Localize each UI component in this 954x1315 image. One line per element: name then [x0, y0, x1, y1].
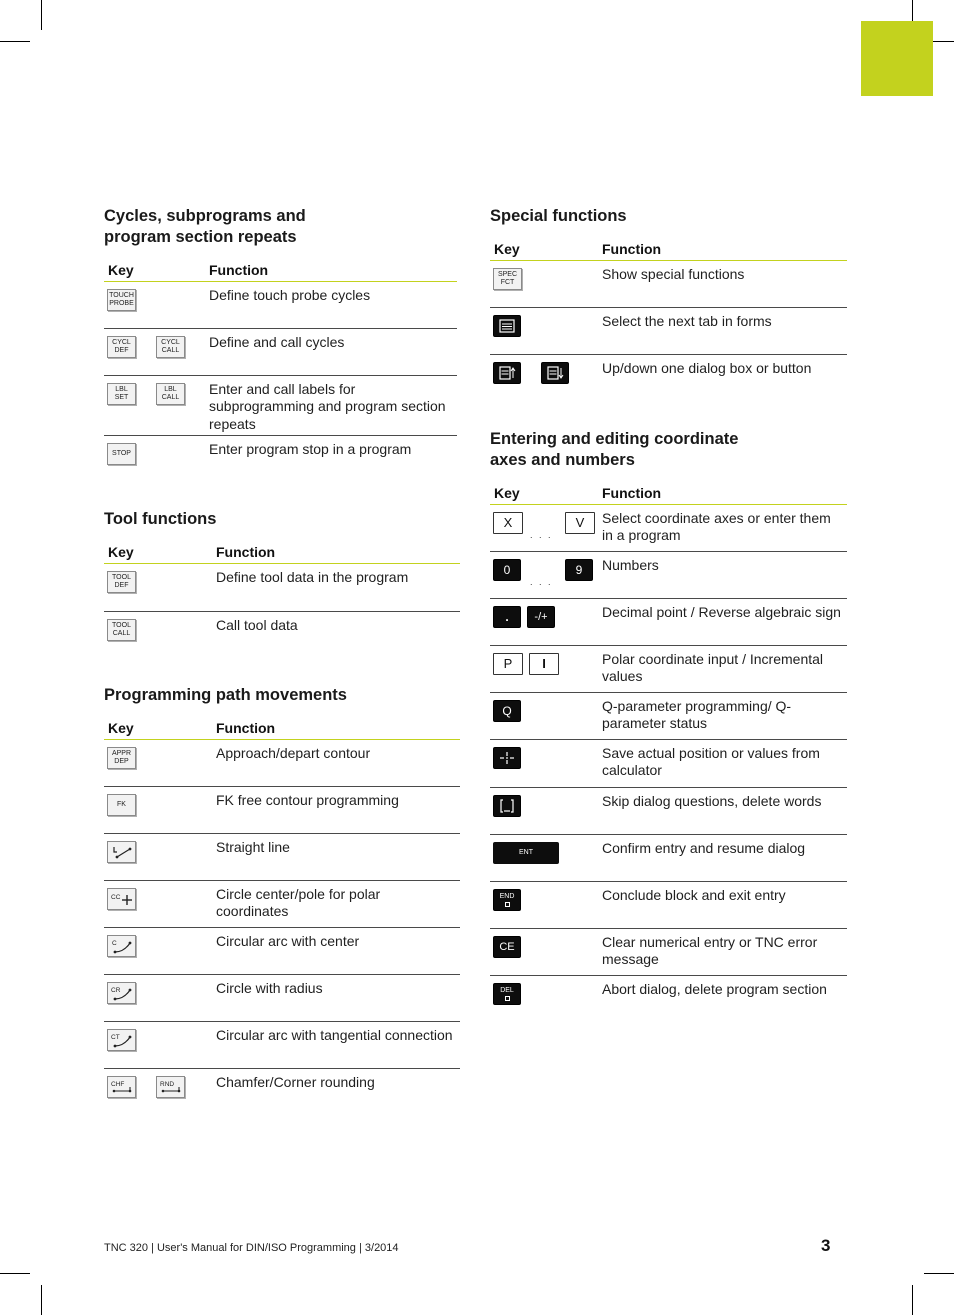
path-section-title: Programming path movements: [104, 686, 347, 704]
svg-text:CT: CT: [110, 1033, 120, 1041]
function-text: Up/down one dialog box or button: [602, 359, 812, 376]
function-text: Select the next tab in forms: [598, 307, 847, 354]
table-row: [490, 598, 847, 645]
end-key[interactable]: [493, 889, 521, 911]
table-row: [104, 927, 460, 974]
function-text: Conclude block and exit entry: [598, 881, 847, 928]
coord-section-title: [490, 429, 738, 471]
table-row: [104, 435, 457, 475]
skip-dialog-icon: [498, 798, 516, 814]
table-row: [490, 975, 847, 1022]
incremental-i-key[interactable]: I: [529, 653, 559, 675]
cycles-title-line2: program section repeats: [104, 228, 297, 246]
table-row: [104, 974, 460, 1021]
fk-key[interactable]: FK: [107, 794, 136, 816]
circular-arc-icon: [110, 938, 134, 954]
function-text: Clear numerical entry or TNC error message: [598, 928, 847, 975]
cc-key[interactable]: [107, 888, 136, 910]
lbl-call-key[interactable]: LBL CALL: [156, 383, 185, 405]
svg-text:CR: CR: [110, 986, 120, 994]
crop-mark: [0, 1273, 30, 1274]
tool-def-key[interactable]: TOOL DEF: [107, 571, 136, 593]
table-row: [104, 328, 457, 375]
block-square-icon: [505, 902, 510, 907]
function-header: Function: [598, 482, 847, 504]
coord-title-line1: Entering and editing coordinate: [490, 430, 739, 448]
function-text: Circle with radius: [212, 974, 460, 1021]
cr-key[interactable]: [107, 982, 136, 1004]
touch-probe-key[interactable]: TOUCH PROBE: [107, 289, 136, 311]
table-row: [104, 375, 457, 435]
polar-p-key[interactable]: P: [493, 653, 523, 675]
function-text: Polar coordinate input / Incremental values: [598, 645, 847, 692]
table-row: [490, 692, 847, 739]
table-row: [104, 611, 460, 659]
function-text: Numbers: [598, 551, 847, 598]
table-row: [490, 928, 847, 975]
table-row: [104, 880, 460, 927]
table-row: [490, 787, 847, 834]
table-row: [490, 504, 847, 551]
straight-line-key[interactable]: [107, 841, 136, 863]
function-text: Define and call cycles: [205, 328, 457, 375]
function-text: Show special functions: [598, 260, 847, 307]
table-row: [104, 281, 457, 328]
chf-key[interactable]: [107, 1076, 136, 1098]
table-row: [104, 1021, 460, 1068]
end-key-label: END: [499, 892, 515, 900]
spec-fct-key[interactable]: SPEC FCT: [493, 268, 522, 290]
crop-mark: [41, 0, 42, 30]
key-header: Key: [490, 482, 598, 504]
table-row: [104, 739, 460, 786]
tool-section-title: Tool functions: [104, 510, 217, 528]
crop-mark: [912, 1285, 913, 1315]
function-header: Function: [205, 259, 457, 281]
special-section-title: Special functions: [490, 207, 627, 225]
rnd-key[interactable]: [156, 1076, 185, 1098]
function-text: Decimal point / Reverse algebraic sign: [598, 598, 847, 645]
function-text: Circle center/pole for polar coordinates: [212, 880, 460, 927]
function-text: FK free contour programming: [212, 786, 460, 833]
skip-dialog-key[interactable]: [493, 795, 521, 817]
cycles-section-title: [104, 206, 306, 248]
straight-line-icon: [111, 844, 133, 860]
chapter-tab-marker: [861, 21, 933, 96]
del-key[interactable]: [493, 983, 521, 1005]
table-row: [104, 563, 460, 611]
function-text: Save actual position or values from calculator: [598, 739, 847, 787]
table-row: [490, 307, 847, 354]
range-dots: . . .: [530, 576, 553, 587]
circle-radius-icon: [110, 985, 134, 1001]
dialog-down-icon: [546, 365, 564, 381]
table-row: [490, 551, 847, 598]
function-text: Straight line: [212, 833, 460, 880]
page-number: 3: [821, 1236, 831, 1255]
cycles-table: [104, 259, 457, 475]
q-parameter-key[interactable]: Q: [493, 700, 521, 722]
table-row: [104, 786, 460, 833]
table-row: [490, 260, 847, 307]
function-header: Function: [598, 238, 847, 260]
function-text: Circular arc with tangential connection: [212, 1021, 460, 1068]
actual-position-key[interactable]: [493, 747, 521, 769]
block-square-icon: [505, 996, 510, 1001]
actual-position-icon: [498, 750, 516, 766]
tool-call-key[interactable]: TOOL CALL: [107, 619, 136, 641]
table-row: [490, 645, 847, 692]
tool-table: [104, 541, 460, 659]
table-row: [490, 881, 847, 928]
appr-dep-key[interactable]: APPR DEP: [107, 747, 136, 769]
function-text: Enter program stop in a program: [209, 440, 412, 457]
digit-0-key[interactable]: 0: [493, 559, 521, 581]
next-tab-key[interactable]: [493, 315, 521, 337]
function-text: Approach/depart contour: [212, 739, 460, 786]
svg-text:RND: RND: [159, 1080, 174, 1088]
key-header: Key: [104, 259, 205, 281]
function-text: Define touch probe cycles: [205, 281, 457, 328]
c-key[interactable]: [107, 935, 136, 957]
sign-toggle-key[interactable]: -/+: [527, 606, 555, 628]
ent-key[interactable]: ENT: [493, 842, 559, 864]
table-row: [490, 354, 847, 394]
dialog-down-key[interactable]: [541, 362, 569, 384]
special-table: [490, 238, 847, 394]
cycl-def-key[interactable]: CYCL DEF: [107, 336, 136, 358]
function-text: Abort dialog, delete program section: [602, 980, 827, 997]
key-header: Key: [104, 717, 212, 739]
coord-table: [490, 482, 847, 1022]
cycl-call-key[interactable]: CYCL CALL: [156, 336, 185, 358]
function-header: Function: [212, 717, 460, 739]
function-text: Circular arc with center: [212, 927, 460, 974]
digit-9-key[interactable]: 9: [565, 559, 593, 581]
crop-mark: [0, 41, 30, 42]
table-row: [490, 834, 847, 881]
ce-key[interactable]: CE: [493, 936, 521, 958]
function-text: Call tool data: [216, 616, 298, 633]
svg-text:CC: CC: [110, 893, 120, 901]
dialog-up-icon: [498, 365, 516, 381]
function-text: Chamfer/Corner rounding: [216, 1073, 375, 1090]
chamfer-icon: [110, 1079, 134, 1095]
axis-v-key[interactable]: V: [565, 512, 595, 534]
path-table: [104, 717, 460, 1108]
circle-center-icon: [110, 891, 134, 907]
svg-text:C: C: [111, 939, 117, 947]
crop-mark: [924, 1273, 954, 1274]
function-header: Function: [212, 541, 460, 563]
next-tab-icon: [498, 318, 516, 334]
table-row: [490, 739, 847, 787]
corner-rounding-icon: [159, 1079, 183, 1095]
function-text: Select coordinate axes or enter them in a program: [598, 504, 847, 551]
range-dots: . . .: [530, 529, 553, 540]
function-text: Q-parameter programming/ Q-parameter status: [598, 692, 847, 739]
function-text: Enter and call labels for subprogramming and program section repeats: [205, 375, 457, 435]
svg-text:CHF: CHF: [110, 1080, 124, 1088]
cycles-title-line1: Cycles, subprograms and: [104, 207, 306, 225]
crop-mark: [41, 1285, 42, 1315]
function-text: Define tool data in the program: [212, 563, 460, 611]
function-text: Skip dialog questions, delete words: [598, 787, 847, 834]
decimal-point-key[interactable]: .: [493, 606, 521, 628]
footer-text: TNC 320 | User's Manual for DIN/ISO Programming | 3/2014: [104, 1242, 399, 1254]
table-row: [104, 1068, 460, 1108]
table-row: [104, 833, 460, 880]
coord-title-line2: axes and numbers: [490, 451, 635, 469]
key-header: Key: [104, 541, 212, 563]
ct-key[interactable]: [107, 1029, 136, 1051]
key-header: Key: [490, 238, 598, 260]
axis-x-key[interactable]: X: [493, 512, 523, 534]
stop-key[interactable]: STOP: [107, 443, 136, 465]
dialog-up-key[interactable]: [493, 362, 521, 384]
function-text: Confirm entry and resume dialog: [598, 834, 847, 881]
del-key-label: DEL: [500, 986, 514, 994]
lbl-set-key[interactable]: LBL SET: [107, 383, 136, 405]
tangential-arc-icon: [110, 1032, 134, 1048]
crop-mark: [912, 0, 913, 22]
